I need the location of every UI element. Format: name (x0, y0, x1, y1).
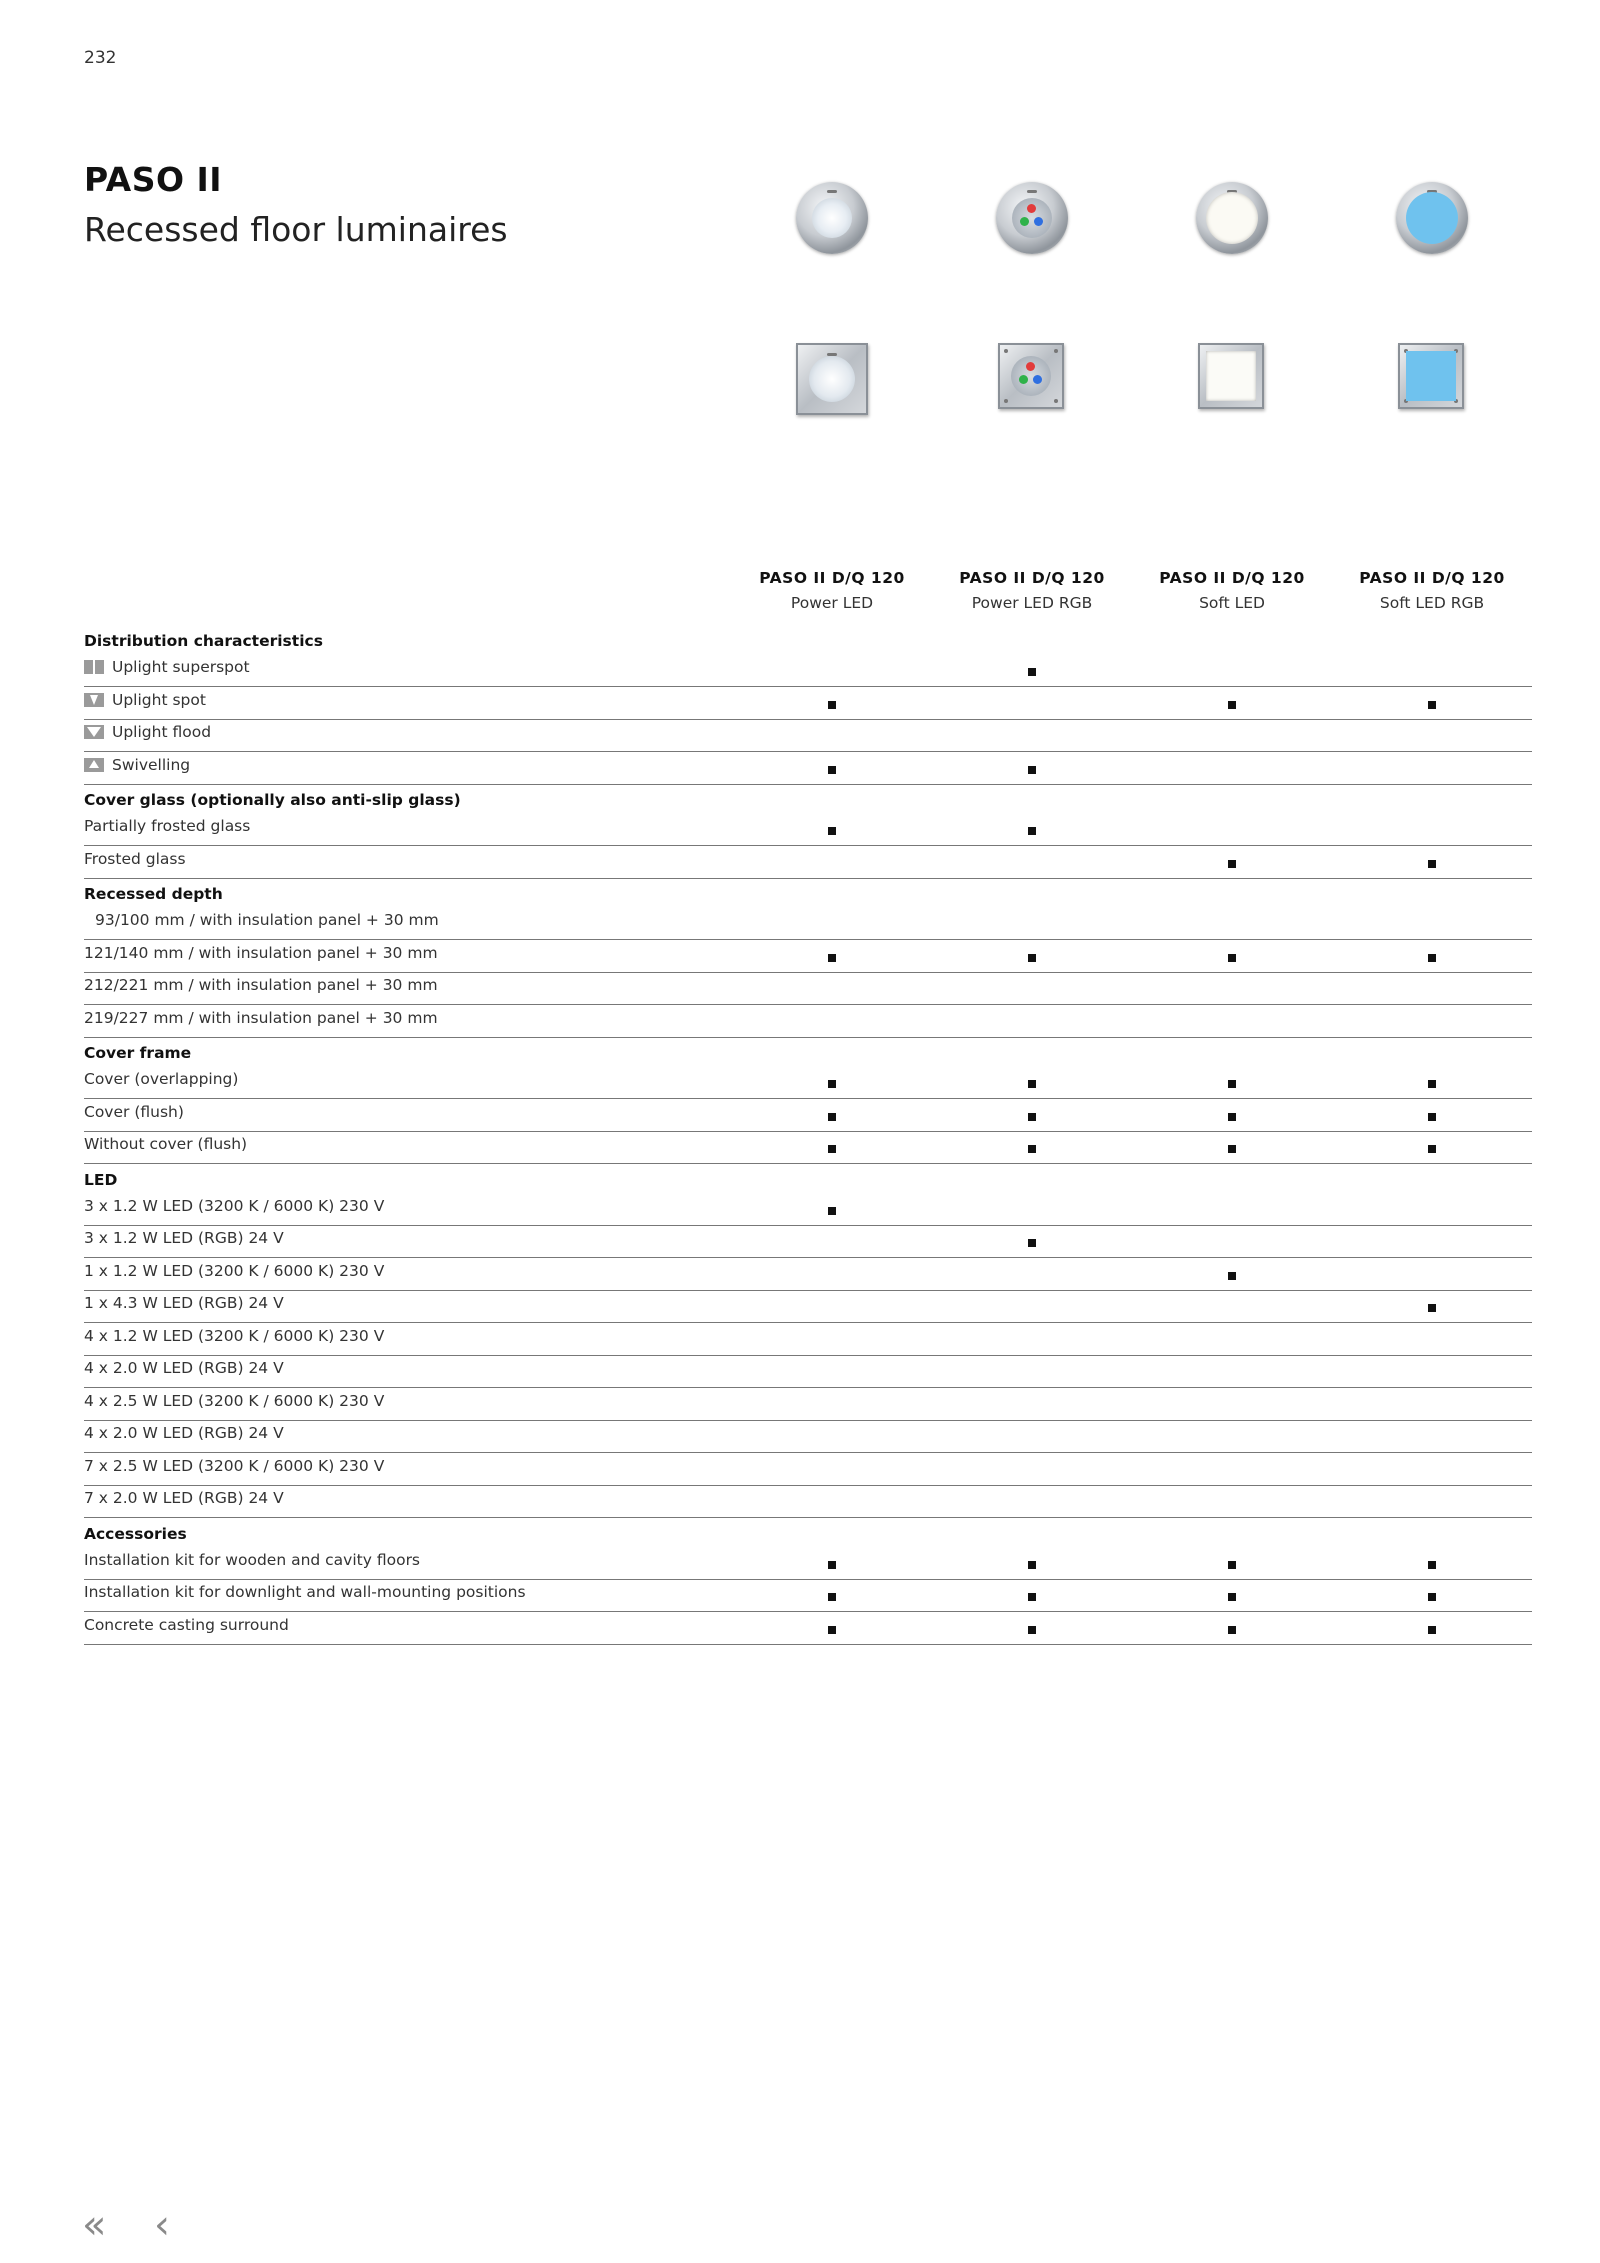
availability-mark (1028, 954, 1036, 962)
availability-mark (1028, 1080, 1036, 1088)
table-row (84, 907, 1532, 940)
column-name: PASO II D/Q 120 (959, 569, 1105, 587)
section-title: Recessed depth (84, 885, 223, 903)
availability-mark (828, 701, 836, 709)
row-label: 212/221 mm / with insulation panel + 30 mm (84, 976, 438, 994)
availability-mark (828, 827, 836, 835)
section-title: Accessories (84, 1524, 187, 1543)
column-header-soft-led-rgb (1332, 569, 1532, 612)
availability-mark (828, 766, 836, 774)
row-label: Uplight flood (112, 723, 212, 741)
table-row (84, 654, 1532, 687)
row-label: Installation kit for downlight and wall-mounting positions (84, 1583, 526, 1601)
row-label: 3 x 1.2 W LED (3200 K / 6000 K) 230 V (84, 1196, 385, 1215)
availability-mark (1228, 1561, 1236, 1569)
availability-mark (1028, 1239, 1036, 1247)
table-row (84, 1388, 1532, 1421)
availability-mark (1228, 954, 1236, 962)
availability-mark (1428, 1561, 1436, 1569)
table-row (84, 1420, 1532, 1453)
row-label: 121/140 mm / with insulation panel + 30 mm (84, 943, 438, 962)
availability-mark (828, 1145, 836, 1153)
section-title: LED (84, 1170, 118, 1189)
availability-mark (828, 1207, 836, 1215)
availability-mark (1228, 1113, 1236, 1121)
row-label: Cover (overlapping) (84, 1070, 239, 1088)
table-row (84, 1323, 1532, 1356)
availability-mark (1228, 1272, 1236, 1280)
column-name: PASO II D/Q 120 (1159, 569, 1305, 587)
row-label: Frosted glass (84, 849, 186, 868)
availability-mark (1428, 1113, 1436, 1121)
table-row (84, 1485, 1532, 1518)
table-row (84, 1579, 1532, 1612)
swivelling-icon (84, 758, 104, 772)
thumbnail-round-soft-led-rgb (1396, 182, 1468, 254)
row-label: 4 x 2.5 W LED (3200 K / 6000 K) 230 V (84, 1391, 385, 1410)
availability-mark (1428, 954, 1436, 962)
column-name: PASO II D/Q 120 (759, 569, 905, 587)
availability-mark (828, 954, 836, 962)
section-title: Distribution characteristics (84, 632, 323, 650)
thumbnail-square-power-led-rgb (998, 343, 1064, 409)
availability-mark (1228, 1626, 1236, 1634)
availability-mark (828, 1080, 836, 1088)
availability-mark (1428, 860, 1436, 868)
row-label: Cover (flush) (84, 1102, 184, 1121)
row-label: Without cover (flush) (84, 1135, 248, 1153)
table-row (84, 940, 1532, 973)
uplight-superspot-icon (84, 660, 104, 674)
table-row (84, 1355, 1532, 1388)
row-label: Installation kit for wooden and cavity floors (84, 1550, 421, 1569)
column-name: PASO II D/Q 120 (1359, 569, 1505, 587)
availability-mark (1228, 1080, 1236, 1088)
availability-mark (1428, 1080, 1436, 1088)
page-subtitle: Recessed floor luminaires (84, 210, 508, 249)
availability-mark (1028, 1145, 1036, 1153)
table-row (84, 846, 1532, 879)
row-label: Swivelling (112, 755, 191, 774)
table-row (84, 1290, 1532, 1323)
table-row (84, 752, 1532, 785)
availability-mark (1428, 1626, 1436, 1634)
availability-mark (1228, 1145, 1236, 1153)
table-row (84, 1612, 1532, 1645)
table-row (84, 972, 1532, 1005)
section-title: Cover frame (84, 1044, 192, 1062)
row-label: 93/100 mm / with insulation panel + 30 mm (95, 911, 439, 929)
row-label: Uplight superspot (112, 658, 250, 676)
thumbnail-round-power-led-rgb (996, 182, 1068, 254)
availability-mark (1028, 1561, 1036, 1569)
row-label: 1 x 4.3 W LED (RGB) 24 V (84, 1294, 284, 1312)
table-row (84, 1099, 1532, 1132)
availability-mark (828, 1561, 836, 1569)
page-number: 232 (84, 48, 117, 68)
row-label: 7 x 2.5 W LED (3200 K / 6000 K) 230 V (84, 1456, 385, 1475)
column-type: Power LED (790, 594, 874, 612)
thumbnail-square-soft-led-rgb (1398, 343, 1464, 409)
row-label: Uplight spot (112, 690, 206, 709)
availability-mark (1028, 766, 1036, 774)
thumbnail-round-soft-led (1196, 182, 1268, 254)
availability-mark (1228, 1593, 1236, 1601)
column-header-power-led-rgb (932, 569, 1132, 612)
table-row (84, 1193, 1532, 1226)
table-row (84, 1258, 1532, 1291)
thumbnail-square-power-led (796, 343, 868, 415)
column-type: Power LED RGB (971, 594, 1093, 612)
availability-mark (1428, 1593, 1436, 1601)
availability-mark (1028, 668, 1036, 676)
thumbnail-round-power-led (796, 182, 868, 254)
table-row (84, 1547, 1532, 1580)
availability-mark (1228, 701, 1236, 709)
availability-mark (1028, 1626, 1036, 1634)
column-type: Soft LED (1199, 594, 1265, 612)
column-header-soft-led (1132, 569, 1332, 612)
availability-mark (1428, 701, 1436, 709)
table-row (84, 813, 1532, 846)
column-type: Soft LED RGB (1379, 594, 1485, 612)
availability-mark (1428, 1145, 1436, 1153)
row-label: Concrete casting surround (84, 1615, 289, 1634)
uplight-spot-icon (84, 693, 104, 707)
thumbnail-square-soft-led (1198, 343, 1264, 409)
column-header-power-led (732, 569, 932, 612)
previous-page-button[interactable]: ‹ (154, 2202, 170, 2248)
availability-mark (1028, 1113, 1036, 1121)
availability-mark (828, 1593, 836, 1601)
row-label: 3 x 1.2 W LED (RGB) 24 V (84, 1229, 284, 1247)
table-row (84, 1066, 1532, 1099)
row-label: Partially frosted glass (84, 817, 251, 835)
availability-mark (1028, 1593, 1036, 1601)
availability-mark (1428, 1304, 1436, 1312)
row-label: 4 x 1.2 W LED (3200 K / 6000 K) 230 V (84, 1326, 385, 1345)
page-title: PASO II (84, 160, 223, 199)
row-label: 7 x 2.0 W LED (RGB) 24 V (84, 1489, 284, 1507)
table-row (84, 687, 1532, 720)
availability-mark (828, 1113, 836, 1121)
table-row (84, 1131, 1532, 1164)
table-row (84, 1225, 1532, 1258)
table-row (84, 1005, 1532, 1038)
availability-mark (1228, 860, 1236, 868)
table-row (84, 1453, 1532, 1486)
row-label: 219/227 mm / with insulation panel + 30 mm (84, 1008, 438, 1027)
table-row (84, 719, 1532, 752)
row-label: 4 x 2.0 W LED (RGB) 24 V (84, 1424, 284, 1442)
uplight-flood-icon (84, 725, 104, 739)
availability-mark (1028, 827, 1036, 835)
availability-mark (828, 1626, 836, 1634)
section-title: Cover glass (optionally also anti-slip glass) (84, 791, 461, 809)
first-page-button[interactable]: « (82, 2202, 107, 2248)
row-label: 1 x 1.2 W LED (3200 K / 6000 K) 230 V (84, 1261, 385, 1280)
row-label: 4 x 2.0 W LED (RGB) 24 V (84, 1359, 284, 1377)
